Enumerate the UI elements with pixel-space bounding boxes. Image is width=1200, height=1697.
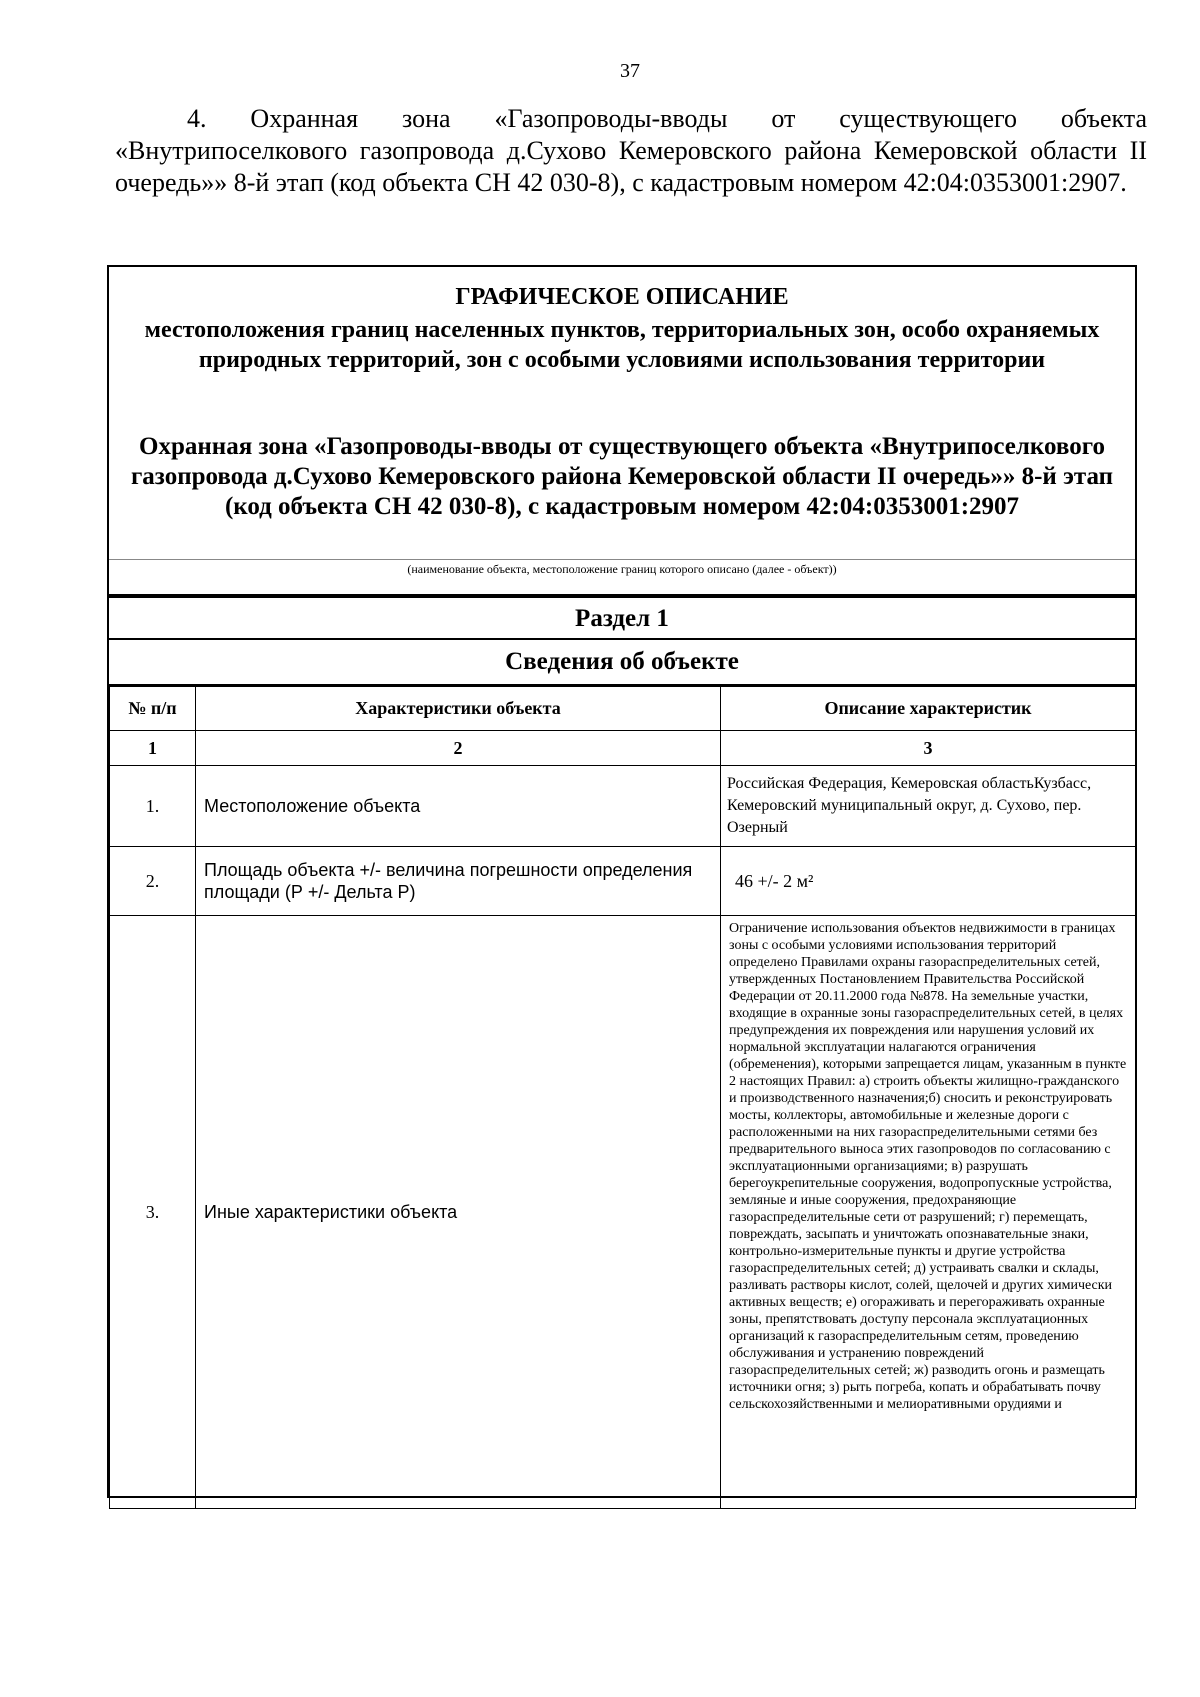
column-number: 3 bbox=[721, 731, 1136, 766]
column-number: 1 bbox=[110, 731, 196, 766]
form-header bbox=[109, 267, 1135, 559]
row-description: 46 +/- 2 м² bbox=[721, 847, 1136, 916]
section-label: Раздел 1 bbox=[109, 596, 1135, 640]
graphic-description-form bbox=[107, 265, 1137, 1498]
column-header-characteristic: Характеристики объекта bbox=[196, 687, 721, 731]
object-info-table bbox=[109, 686, 1136, 1509]
document-title: ГРАФИЧЕСКОЕ ОПИСАНИЕ bbox=[455, 284, 789, 310]
table-header-row bbox=[110, 687, 1136, 731]
row-characteristic: Площадь объекта +/- величина погрешности определения площади (Р +/- Дельта Р) bbox=[196, 847, 721, 916]
page-number: 37 bbox=[620, 60, 640, 82]
object-title: Охранная зона «Газопроводы-вводы от существующего объекта «Внутрипоселкового газопровода д.Сухово Кемеровского района Кемеровской области II очередь»» 8-й этап (код объекта СН 42 030-8), с кадастровым номером 42:04:0353001:2907 bbox=[130, 433, 1114, 520]
column-header-number: № п/п bbox=[110, 687, 196, 731]
row-characteristic: Иные характеристики объекта bbox=[196, 916, 721, 1509]
table-row bbox=[110, 847, 1136, 916]
document-subtitle: местоположения границ населенных пунктов, территориальных зон, особо охраняемых природных территорий, зон с особыми условиями использования территории bbox=[144, 317, 1100, 373]
row-number: 1. bbox=[110, 766, 196, 847]
row-number: 2. bbox=[110, 847, 196, 916]
row-characteristic: Местоположение объекта bbox=[196, 766, 721, 847]
table-row bbox=[110, 916, 1136, 1509]
column-number: 2 bbox=[196, 731, 721, 766]
table-row bbox=[110, 766, 1136, 847]
row-number: 3. bbox=[110, 916, 196, 1509]
intro-paragraph: 4. Охранная зона «Газопроводы-вводы от существующего объекта «Внутрипоселкового газопровода д.Сухово Кемеровского района Кемеровской области II очередь»» 8-й этап (код объекта СН 42 030-8), с кадастровым номером 42:04:0353001:2907. bbox=[115, 104, 1147, 197]
object-name-caption: (наименование объекта, местоположение границ которого описано (далее - объект)) bbox=[109, 559, 1135, 596]
section-title: Сведения об объекте bbox=[109, 640, 1135, 686]
row-description: Ограничение использования объектов недвижимости в границах зоны с особыми условиями использования территорий определено Правилами охраны газораспределительных сетей, утвержденных Постановлением Правительства Российской Федерации от 20.11.2000 года №878. На земельные участки, входящие в охранные зоны газораспределительных сетей, в целях предупреждения их повреждения или нарушения условий их нормальной эксплуатации налагаются ограничения (обременения), которыми запрещается лицам, указанным в пункте 2 настоящих Правил: а) строить объекты жилищно-гражданского и производственного назначения;б) сносить и реконструировать мосты, коллекторы, автомобильные и железные дороги с расположенными на них газораспределительными сетями без предварительного выноса этих газопроводов по согласованию с эксплуатационными организациями; в) разрушать берегоукрепительные сооружения, водопропускные устройства, земляные и иные сооружения, предохраняющие газораспределительные сети от разрушений; г) перемещать, повреждать, засыпать и уничтожать опознавательные знаки, контрольно-измерительные пункты и другие устройства газораспределительных сетей; д) устраивать свалки и склады, разливать растворы кислот, солей, щелочей и других химически активных веществ; е) огораживать и перегораживать охранные зоны, препятствовать доступу персонала эксплуатационных организаций к газораспределительным сетям, проведению обслуживания и устранению повреждений газораспределительных сетей; ж) разводить огонь и размещать источники огня; з) рыть погреба, копать и обрабатывать почву сельскохозяйственными и мелиоративными орудиями и bbox=[729, 921, 1127, 1412]
row-description: Российская Федерация, Кемеровская областьКузбасс, Кемеровский муниципальный округ, д. Сухово, пер. Озерный bbox=[721, 766, 1136, 847]
column-header-description: Описание характеристик bbox=[721, 687, 1136, 731]
column-number-row bbox=[110, 731, 1136, 766]
row-description-cell bbox=[721, 916, 1136, 1509]
